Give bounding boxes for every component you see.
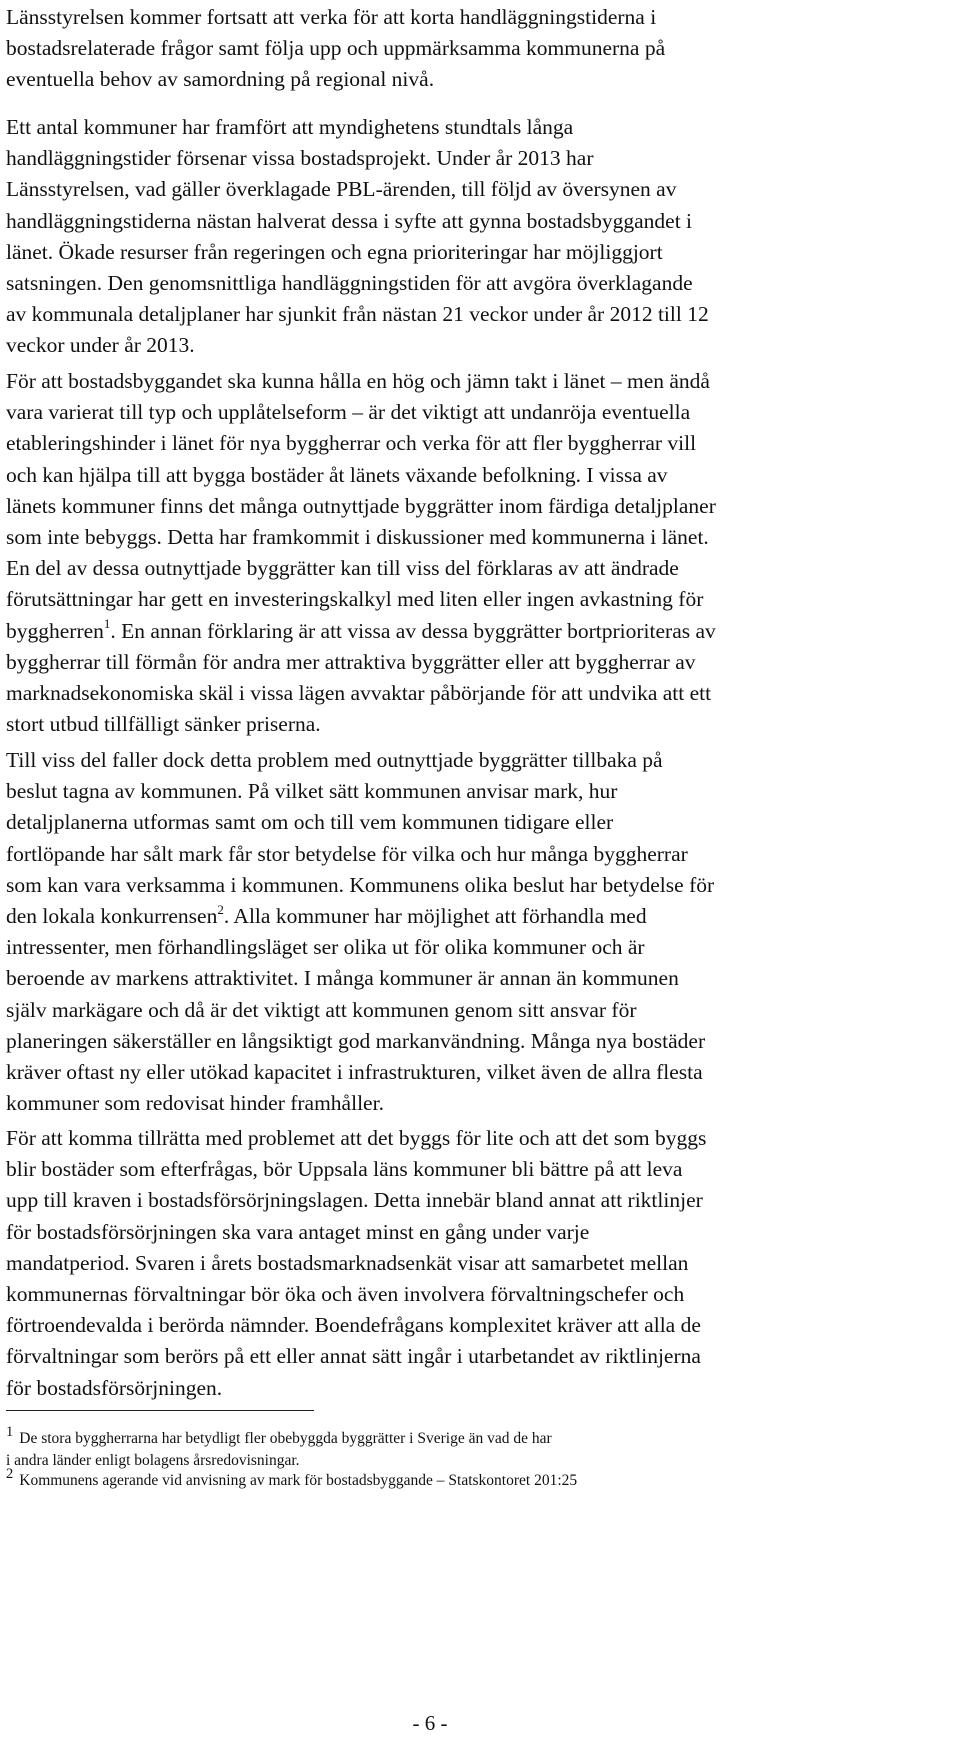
paragraph-line: Länsstyrelsen kommer fortsatt att verka för att korta handläggningstiderna i	[6, 5, 657, 29]
paragraph-line: blir bostäder som efterfrågas, bör Uppsala läns kommuner bli bättre på att leva	[6, 1157, 683, 1182]
paragraph-line-text: byggherren	[6, 618, 104, 643]
footnote-number: 1	[6, 1424, 14, 1440]
footnote-number: 2	[6, 1466, 14, 1482]
paragraph-4	[6, 745, 956, 1119]
footnote-1	[6, 1424, 956, 1471]
paragraph-line: eventuella behov av samordning på regional nivå.	[6, 67, 435, 92]
footnote-separator	[6, 1410, 314, 1411]
paragraph-line: och kan hjälpa till att bygga bostäder åt länets växande befolkning. I vissa av	[6, 462, 668, 487]
paragraph-line: Till viss del faller dock detta problem med outnyttjade byggrätter tillbaka på	[6, 748, 663, 772]
page-number: - 6 -	[412, 1711, 448, 1735]
paragraph-line: som inte bebyggs. Detta har framkommit i diskussioner med kommunerna i länet.	[6, 525, 709, 550]
footnote-text: Kommunens agerande vid anvisning av mark för bostadsbyggande – Statskontoret 201:25	[19, 1472, 578, 1489]
paragraph-line: upp till kraven i bostadsförsörjningslagen. Detta innebär bland annat att riktlinjer	[6, 1188, 703, 1213]
paragraph-line: förvaltningar som berörs på ett eller annat sätt ingår i utarbetandet av riktlinjerna	[6, 1344, 701, 1369]
paragraph-line: byggherrar till förmån för andra mer attraktiva byggrätter eller att byggherrar av	[6, 649, 696, 674]
paragraph-line: själv markägare och då är det viktigt att kommunen genom sitt ansvar för	[6, 997, 637, 1022]
paragraph-line: för bostadsförsörjningen.	[6, 1375, 223, 1400]
paragraph-line: kommunernas förvaltningar bör öka och även involvera förvaltningschefer och	[6, 1282, 685, 1307]
paragraph-line: marknadsekonomiska skäl i vissa lägen avvaktar påbörjande för att undvika att ett	[6, 681, 712, 706]
paragraph-5	[6, 1123, 956, 1404]
paragraph-line: Ett antal kommuner har framfört att myndighetens stundtals långa	[6, 115, 574, 139]
paragraph-2	[6, 112, 956, 362]
paragraph-line: länet. Ökade resurser från regeringen och egna prioriteringar har möjliggjort	[6, 239, 663, 264]
paragraph-line: stort utbud tillfälligt sänker priserna.	[6, 712, 321, 737]
paragraph-line: handläggningstiderna nästan halverat dessa i syfte att gynna bostadsbyggandet i	[6, 208, 693, 233]
paragraph-line: fortlöpande har sålt mark får stor betydelse för vilka och hur många byggherrar	[6, 841, 688, 866]
footnote-reference[interactable]: 2	[217, 901, 224, 917]
paragraph-line: veckor under år 2013.	[6, 333, 195, 358]
footnote-line	[6, 1424, 956, 1450]
paragraph-line: kommuner som redovisat hinder framhåller.	[6, 1091, 384, 1116]
paragraph-line: bostadsrelaterade frågor samt följa upp och uppmärksamma kommunerna på	[6, 36, 666, 61]
paragraph-line: förutsättningar har gett en investeringskalkyl med liten eller ingen avkastning för	[6, 587, 704, 612]
paragraph-line	[6, 901, 956, 932]
paragraph-line-text: . En annan förklaring är att vissa av dessa byggrätter bortprioriteras av	[110, 618, 716, 643]
paragraph-line: beroende av markens attraktivitet. I många kommuner är annan än kommunen	[6, 966, 679, 991]
paragraph-line-text: . Alla kommuner har möjlighet att förhandla med	[223, 904, 647, 929]
paragraph-line: vara varierat till typ och upplåtelseform – är det viktigt att undanröja eventuella	[6, 400, 691, 425]
paragraph-line: länets kommuner finns det många outnyttjade byggrätter inom färdiga detaljplaner	[6, 493, 716, 518]
paragraph-1	[6, 2, 956, 96]
footnote-line: i andra länder enligt bolagens årsredovisningar.	[6, 1452, 300, 1469]
paragraph-line-text: den lokala konkurrensen	[6, 904, 218, 929]
footnote-reference[interactable]: 1	[103, 616, 111, 632]
paragraph-line: En del av dessa outnyttjade byggrätter kan till viss del förklaras av att ändrade	[6, 556, 679, 581]
paragraph-line	[6, 616, 956, 647]
paragraph-line: intressenter, men förhandlingsläget ser olika ut för olika kommuner och är	[6, 935, 645, 960]
footnote-2	[6, 1466, 956, 1492]
paragraph-line: mandatperiod. Svaren i årets bostadsmarknadsenkät visar att samarbetet mellan	[6, 1250, 689, 1275]
paragraph-line: för bostadsförsörjningen ska vara antaget minst en gång under varje	[6, 1219, 590, 1244]
footnote-line	[6, 1466, 956, 1492]
paragraph-line: förtroendevalda i berörda nämnder. Boendefrågans komplexitet kräver att alla de	[6, 1313, 701, 1338]
paragraph-line: beslut tagna av kommunen. På vilket sätt kommunen anvisar mark, hur	[6, 779, 618, 804]
paragraph-line: som kan vara verksamma i kommunen. Kommunens olika beslut har betydelse för	[6, 872, 715, 897]
paragraph-line: satsningen. Den genomsnittliga handläggningstiden för att avgöra överklagande	[6, 271, 693, 296]
footnote-text: De stora byggherrarna har betydligt fler obebyggda byggrätter i Sverige än vad de har	[19, 1430, 552, 1447]
paragraph-line: kräver oftast ny eller utökad kapacitet i infrastrukturen, vilket även de allra flesta	[6, 1060, 703, 1085]
paragraph-line: etableringshinder i länet för nya byggherrar och verka för att fler byggherrar vill	[6, 431, 697, 456]
paragraph-line: För att bostadsbyggandet ska kunna hålla en hög och jämn takt i länet – men ändå	[6, 369, 710, 393]
paragraph-line: Länsstyrelsen, vad gäller överklagade PBL-ärenden, till följd av översynen av	[6, 177, 677, 202]
paragraph-3	[6, 366, 956, 740]
paragraph-line: handläggningstider försenar vissa bostadsprojekt. Under år 2013 har	[6, 146, 594, 171]
paragraph-line: detaljplanerna utformas samt om och till vem kommunen tidigare eller	[6, 810, 614, 835]
paragraph-line: av kommunala detaljplaner har sjunkit från nästan 21 veckor under år 2012 till 12	[6, 302, 709, 327]
paragraph-line: För att komma tillrätta med problemet att det byggs för lite och att det som byggs	[6, 1126, 707, 1150]
paragraph-line: planeringen säkerställer en långsiktigt god markanvändning. Många nya bostäder	[6, 1028, 706, 1053]
